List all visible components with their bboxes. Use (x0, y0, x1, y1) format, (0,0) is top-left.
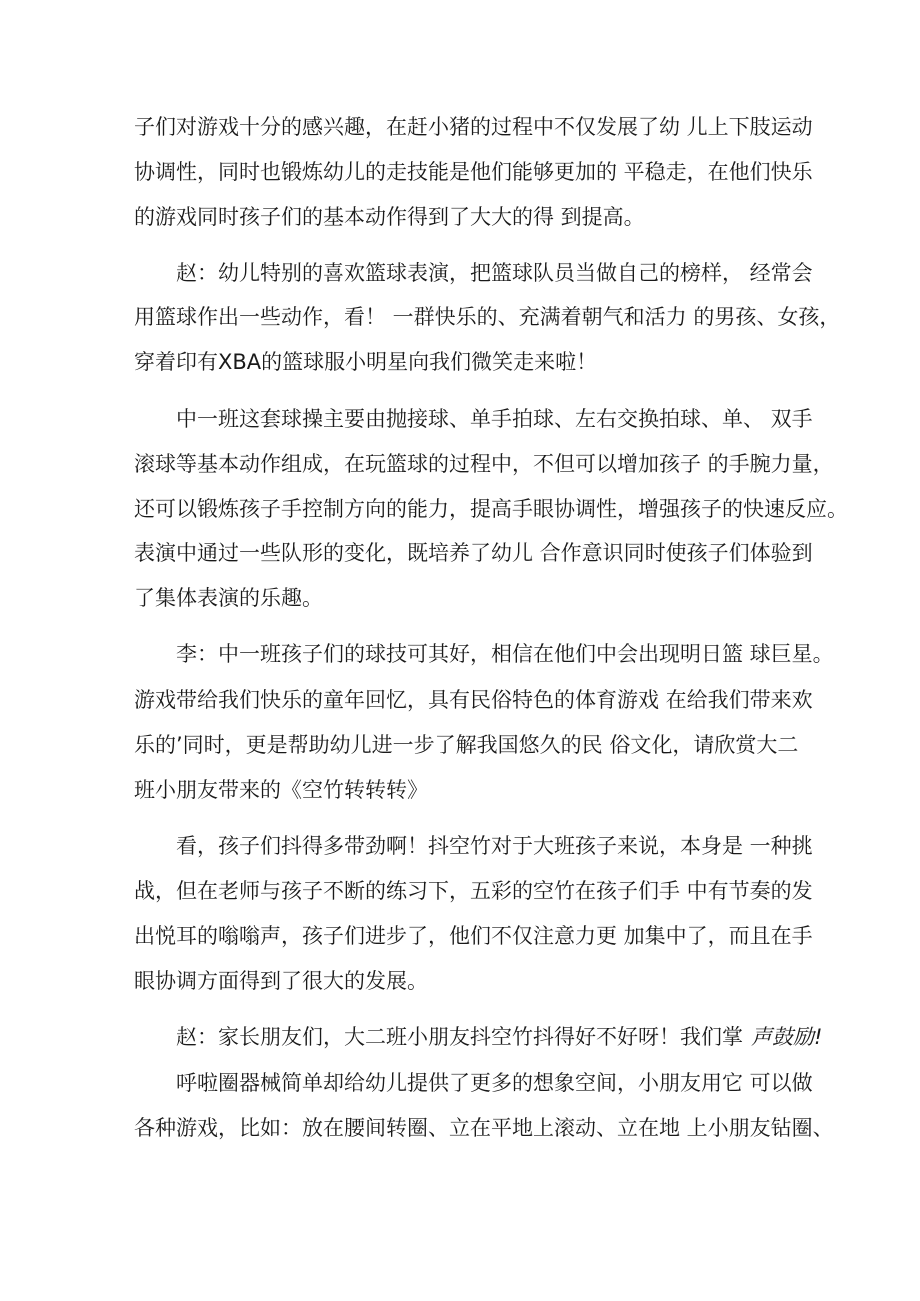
text-line: 眼协调方面得到了很大的发展。 (134, 969, 428, 993)
text-line: 出悦耳的嗡嗡声，孩子们进步了，他们不仅注意力更 加集中了，而且在手 (134, 924, 813, 948)
paragraph-first-line (176, 1022, 822, 1052)
paragraph-first-line: 呼啦圈器械简单却给幼儿提供了更多的想象空间，小朋友用它 可以做 (176, 1071, 813, 1095)
paragraph-first-line: 赵：幼儿特别的喜欢篮球表演，把篮球队员当做自己的榜样， 经常会 (176, 261, 813, 285)
text-line: 各种游戏，比如：放在腰间转圈、立在平地上滚动、立在地 上小朋友钻圈、 (134, 1116, 834, 1140)
paragraph-first-line: 看，孩子们抖得多带劲啊！抖空竹对于大班孩子来说，本身是 一种挑 (176, 834, 813, 858)
text-line: 表演中通过一些队形的变化，既培养了幼儿 合作意识同时使孩子们体验到 (134, 541, 813, 565)
text-line: 战，但在老师与孩子不断的练习下，五彩的空竹在孩子们手 中有节奏的发 (134, 879, 813, 903)
text-line: 协调性，同时也锻炼幼儿的走技能是他们能够更加的 平稳走，在他们快乐 (134, 160, 813, 184)
text-line: 游戏带给我们快乐的童年回忆，具有民俗特色的体育游戏 在给我们带来欢 (134, 688, 813, 712)
text-line: 班小朋友带来的《空竹转转转》 (134, 778, 428, 802)
text-line: 穿着印有XBA的篮球服小明星向我们微笑走来啦！ (134, 350, 598, 374)
text-line: 还可以锻炼孩子手控制方向的能力，提高手眼协调性，增强孩子的快速反应。 (134, 497, 848, 521)
text-line: 子们对游戏十分的感兴趣，在赶小猪的过程中不仅发展了幼 儿上下肢运动 (134, 115, 813, 139)
text-line: 滚球等基本动作组成，在玩篮球的过程中，不但可以增加孩子 的手腕力量， (134, 452, 834, 476)
text-segment: 赵：家长朋友们，大二班小朋友抖空竹抖得好不好呀！我们掌 (176, 1025, 743, 1049)
text-line: 了集体表演的乐趣。 (134, 586, 323, 610)
text-line: 乐的’同时，更是帮助幼儿进一步了解我国悠久的民 俗文化，请欣赏大二 (134, 733, 799, 757)
paragraph-first-line: 李：中一班孩子们的球技可其好，相信在他们中会出现明日篮 球巨星。 (176, 642, 834, 666)
emphasis-text: 声鼓励! (751, 1025, 823, 1049)
text-line: 用篮球作出一些动作，看！ 一群快乐的、充满着朝气和活力 的男孩、女孩， (134, 305, 841, 329)
paragraph-first-line: 中一班这套球操主要由抛接球、单手拍球、左右交换拍球、单、 双手 (176, 407, 813, 431)
text-line: 的游戏同时孩子们的基本动作得到了大大的得 到提高。 (134, 205, 645, 229)
